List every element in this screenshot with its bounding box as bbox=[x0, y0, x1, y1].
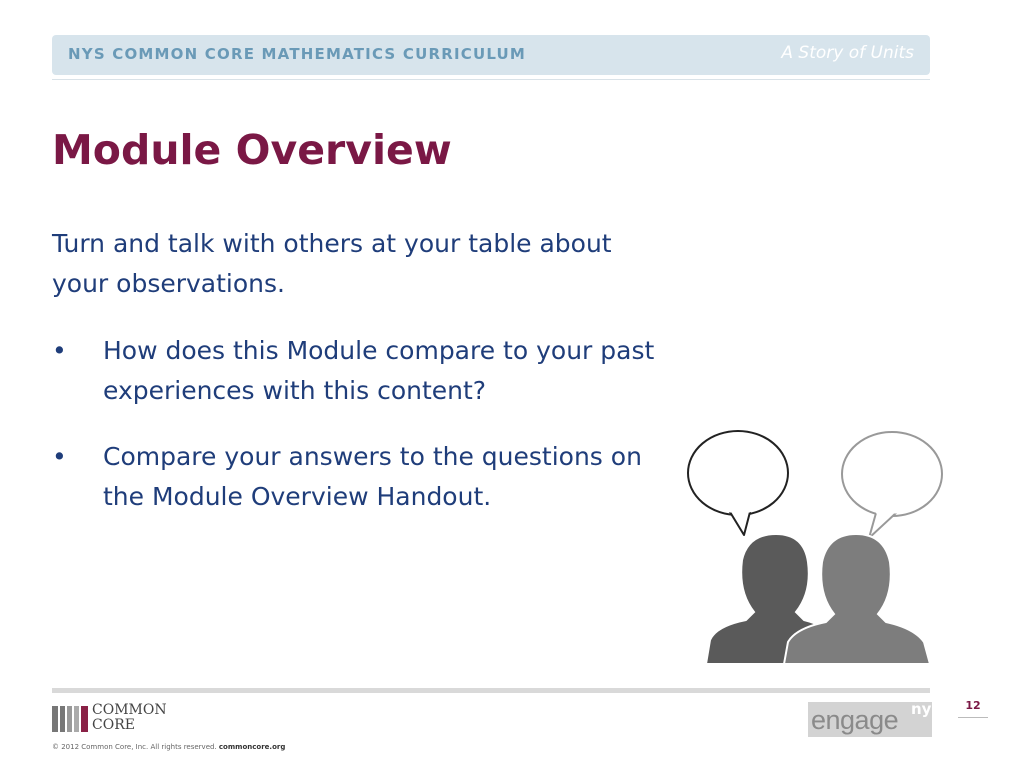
bullet-item bbox=[52, 331, 672, 411]
curriculum-label: NYS COMMON CORE MATHEMATICS CURRICULUM bbox=[68, 45, 527, 63]
speech-bubble-right-icon bbox=[842, 432, 942, 538]
header-divider bbox=[52, 79, 930, 80]
bullet-dot: • bbox=[52, 442, 67, 471]
bullet-dot: • bbox=[52, 336, 67, 365]
engage-wordmark: engage bbox=[811, 705, 899, 735]
page-number-underline bbox=[958, 717, 988, 718]
bullet-item bbox=[52, 437, 672, 517]
intro-text: Turn and talk with others at your table about your observations. bbox=[52, 229, 612, 298]
bullet-text: Compare your answers to the questions on the Module Overview Handout. bbox=[103, 442, 642, 511]
footer-divider bbox=[52, 688, 930, 693]
copyright-notice bbox=[52, 743, 285, 751]
logo-line-1: COMMON bbox=[92, 702, 167, 718]
copyright-text: © 2012 Common Core, Inc. All rights reserved. bbox=[52, 743, 217, 751]
logo-line-2: CORE bbox=[92, 717, 135, 733]
header-bar bbox=[52, 35, 930, 75]
engage-superscript: ny bbox=[911, 700, 932, 718]
common-core-logo-icon bbox=[52, 704, 88, 732]
speech-bubble-left-icon bbox=[688, 431, 788, 535]
story-label: A Story of Units bbox=[781, 43, 914, 63]
slide-title: Module Overview bbox=[52, 126, 452, 174]
bullet-text: How does this Module compare to your past experiences with this content? bbox=[103, 336, 655, 405]
copyright-link[interactable]: commoncore.org bbox=[218, 743, 286, 751]
page-number: 12 bbox=[965, 699, 981, 712]
engage-ny-logo bbox=[808, 702, 932, 737]
common-core-wordmark bbox=[92, 703, 167, 733]
people-talking-illustration bbox=[686, 428, 948, 666]
